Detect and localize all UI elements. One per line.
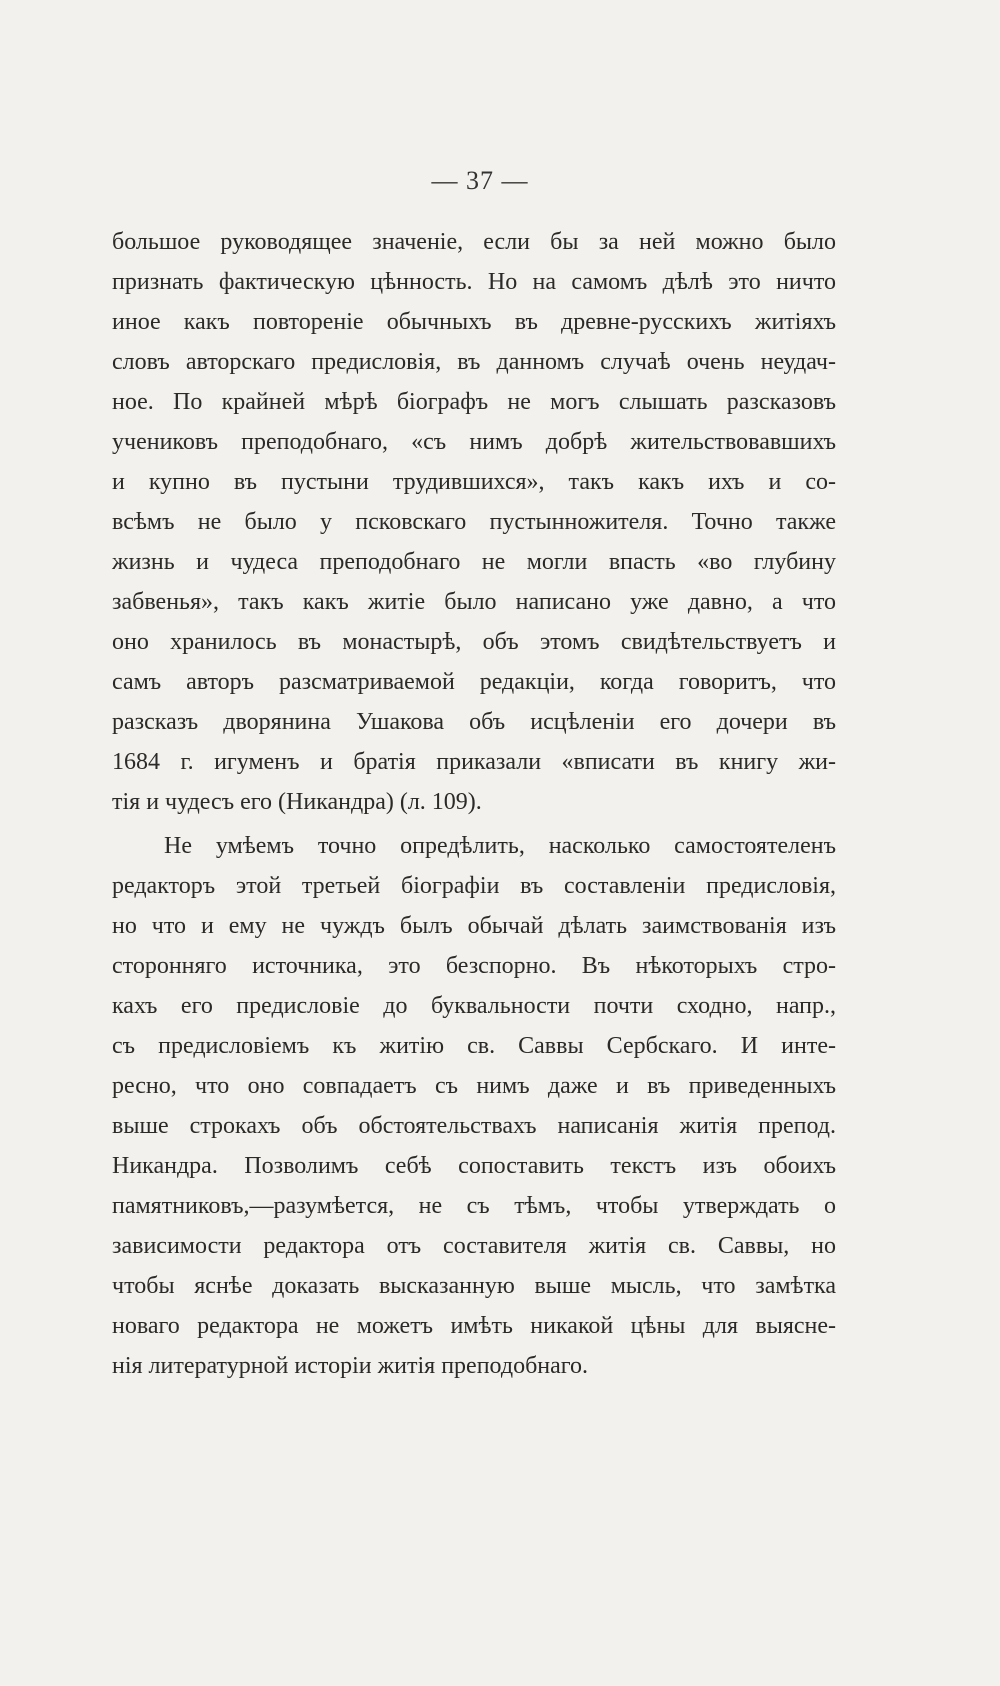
text-line: и купно въ пустыни трудившихся», такъ какъ ихъ и со- (112, 469, 836, 495)
text-line: чтобы яснѣе доказать высказанную выше мысль, что замѣтка (112, 1273, 836, 1299)
text-line: иное какъ повтореніе обычныхъ въ древне-русскихъ житіяхъ (112, 309, 836, 335)
page-number: — 37 — (431, 166, 529, 195)
text-line: жизнь и чудеса преподобнаго не могли впасть «во глубину (112, 549, 836, 575)
paragraph-1 (112, 222, 836, 822)
text-line: Никандра. Позволимъ себѣ сопоставить текстъ изъ обоихъ (112, 1153, 836, 1179)
text-line: кахъ его предисловіе до буквальности почти сходно, напр., (112, 993, 836, 1019)
text-line: оно хранилось въ монастырѣ, объ этомъ свидѣтельствуетъ и (112, 629, 836, 655)
text-line: новаго редактора не можетъ имѣть никакой цѣны для выясне- (112, 1313, 836, 1339)
text-line: забвенья», такъ какъ житіе было написано уже давно, а что (112, 589, 836, 615)
text-line: разсказъ дворянина Ушакова объ исцѣленіи его дочери въ (112, 709, 836, 735)
text-line: ное. По крайней мѣрѣ біографъ не могъ слышать разсказовъ (112, 389, 836, 415)
text-line: 1684 г. игуменъ и братія приказали «вписати въ книгу жи- (112, 749, 836, 775)
paragraph-2 (112, 826, 836, 1386)
text-line: ресно, что оно совпадаетъ съ нимъ даже и въ приведенныхъ (112, 1073, 836, 1099)
text-line: редакторъ этой третьей біографіи въ составленіи предисловія, (112, 873, 836, 899)
text-line: учениковъ преподобнаго, «съ нимъ добрѣ жительствовавшихъ (112, 429, 836, 455)
text-line: выше строкахъ объ обстоятельствахъ написанія житія препод. (112, 1113, 836, 1139)
text-line: съ предисловіемъ къ житію св. Саввы Сербскаго. И инте- (112, 1033, 836, 1059)
text-line: самъ авторъ разсматриваемой редакціи, когда говоритъ, что (112, 669, 836, 695)
text-line: памятниковъ,—разумѣется, не съ тѣмъ, чтобы утверждать о (112, 1193, 836, 1219)
text-line: признать фактическую цѣнность. Но на самомъ дѣлѣ это ничто (112, 269, 836, 295)
text-line: зависимости редактора отъ составителя житія св. Саввы, но (112, 1233, 836, 1259)
text-line: тія и чудесъ его (Никандра) (л. 109). (112, 789, 482, 815)
text-line: большое руководящее значеніе, если бы за ней можно было (112, 229, 836, 255)
text-line: Не умѣемъ точно опредѣлить, насколько самостоятеленъ (164, 833, 836, 859)
text-line: но что и ему не чуждъ былъ обычай дѣлать заимствованія изъ (112, 913, 836, 939)
text-line: словъ авторскаго предисловія, въ данномъ случаѣ очень неудач- (112, 349, 836, 375)
text-line: нія литературной исторіи житія преподобнаго. (112, 1353, 589, 1379)
text-line: всѣмъ не было у псковскаго пустынножителя. Точно также (112, 509, 836, 535)
text-line: сторонняго источника, это безспорно. Въ нѣкоторыхъ стро- (112, 953, 836, 979)
body-text (112, 222, 836, 1386)
